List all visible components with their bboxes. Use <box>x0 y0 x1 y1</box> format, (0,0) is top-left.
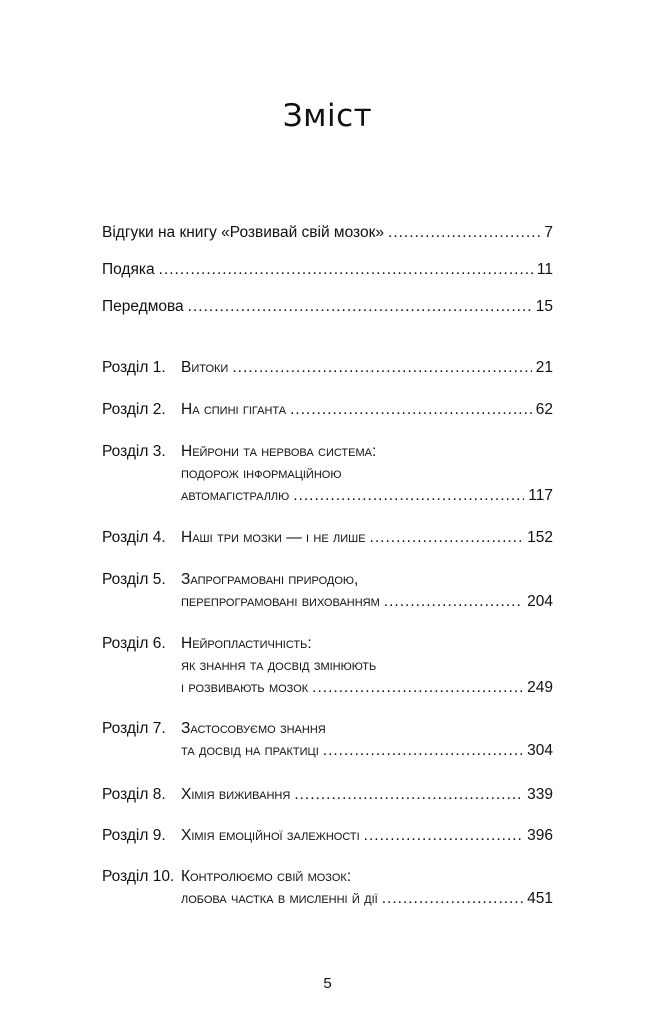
toc-chapter-9 <box>102 825 553 847</box>
chapter-label: Розділ 8. <box>102 786 166 803</box>
toc-page-number: 396 <box>527 827 553 844</box>
chapter-label: Розділ 1. <box>102 359 166 376</box>
chapter-title-line: Контролюємо свій мозок: <box>181 868 352 885</box>
chapter-title: Витоки <box>181 359 229 376</box>
chapter-label: Розділ 10. <box>102 868 175 885</box>
toc-page-number: 15 <box>535 298 553 315</box>
page-title: Зміст <box>282 98 373 134</box>
dot-leader <box>188 296 532 318</box>
chapter-label: Розділ 6. <box>102 635 166 652</box>
toc-page-number: 62 <box>535 401 553 418</box>
toc-page-number: 249 <box>527 679 553 696</box>
chapter-title-line: як знання та досвід змінюють <box>181 657 377 674</box>
chapter-title-line: Запрограмовані природою, <box>181 571 359 588</box>
dot-leader <box>364 825 523 847</box>
toc-entry-thanks <box>102 259 553 281</box>
chapter-title-line: Нейрони та нервова система: <box>181 443 377 460</box>
toc-entry-title: Відгуки на книгу «Розвивай свій мозок» <box>102 224 384 241</box>
dot-leader <box>159 259 533 281</box>
toc-page-number: 11 <box>536 261 553 278</box>
chapter-title-line: Нейропластичність: <box>181 635 312 652</box>
dot-leader <box>294 784 523 806</box>
chapter-title-line: і розвивають мозок <box>181 679 309 696</box>
chapter-title: На спині гіганта <box>181 401 287 418</box>
toc-page-number: 451 <box>527 890 553 907</box>
chapter-label: Розділ 2. <box>102 401 166 418</box>
toc-chapter-7 <box>102 718 553 762</box>
dot-leader <box>290 399 532 421</box>
toc-entry-preface <box>102 296 553 318</box>
dot-leader <box>232 357 531 379</box>
toc-page-number: 339 <box>527 786 553 803</box>
chapter-title-line: та досвід на практиці <box>181 742 319 759</box>
toc-chapter-10 <box>102 866 553 910</box>
toc-page-number: 117 <box>528 487 553 504</box>
chapter-label: Розділ 7. <box>102 720 166 737</box>
chapter-title-line: подорож інформаційною <box>181 465 342 482</box>
dot-leader <box>312 677 523 699</box>
dot-leader <box>370 527 524 549</box>
toc-page-number: 304 <box>527 742 553 759</box>
chapter-title-line: лобова частка в мисленні й дії <box>181 890 378 907</box>
chapter-label: Розділ 4. <box>102 529 166 546</box>
chapter-label: Розділ 3. <box>102 443 166 460</box>
toc-chapter-3 <box>102 441 553 507</box>
chapter-title-line: автомагістраллю <box>181 487 290 504</box>
toc-page-number: 21 <box>535 359 553 376</box>
dot-leader <box>382 888 523 910</box>
toc-chapter-6 <box>102 633 553 699</box>
dot-leader <box>323 740 523 762</box>
chapter-title: Наші три мозки — і не лише <box>181 529 366 546</box>
toc-entry-title: Передмова <box>102 298 184 315</box>
dot-leader <box>388 222 540 244</box>
toc-chapter-8 <box>102 784 553 806</box>
toc-page-number: 7 <box>544 224 553 241</box>
toc-page-number: 152 <box>527 529 553 546</box>
toc-chapter-2 <box>102 399 553 421</box>
chapter-title: Хімія виживання <box>181 786 291 803</box>
chapter-label: Розділ 5. <box>102 571 166 588</box>
chapter-label: Розділ 9. <box>102 827 166 844</box>
dot-leader <box>293 485 524 507</box>
dot-leader <box>384 591 523 613</box>
toc-chapter-4 <box>102 527 553 549</box>
toc-chapter-5 <box>102 569 553 613</box>
toc-chapter-1 <box>102 357 553 379</box>
chapter-title: Хімія емоційної залежності <box>181 827 360 844</box>
toc-entry-title: Подяка <box>102 261 155 278</box>
chapter-title-line: Застосовуємо знання <box>181 720 326 737</box>
page-number: 5 <box>323 975 332 992</box>
toc-entry-reviews <box>102 222 553 244</box>
toc-page-number: 204 <box>527 593 553 610</box>
chapter-title-line: перепрограмовані вихованням <box>181 593 380 610</box>
